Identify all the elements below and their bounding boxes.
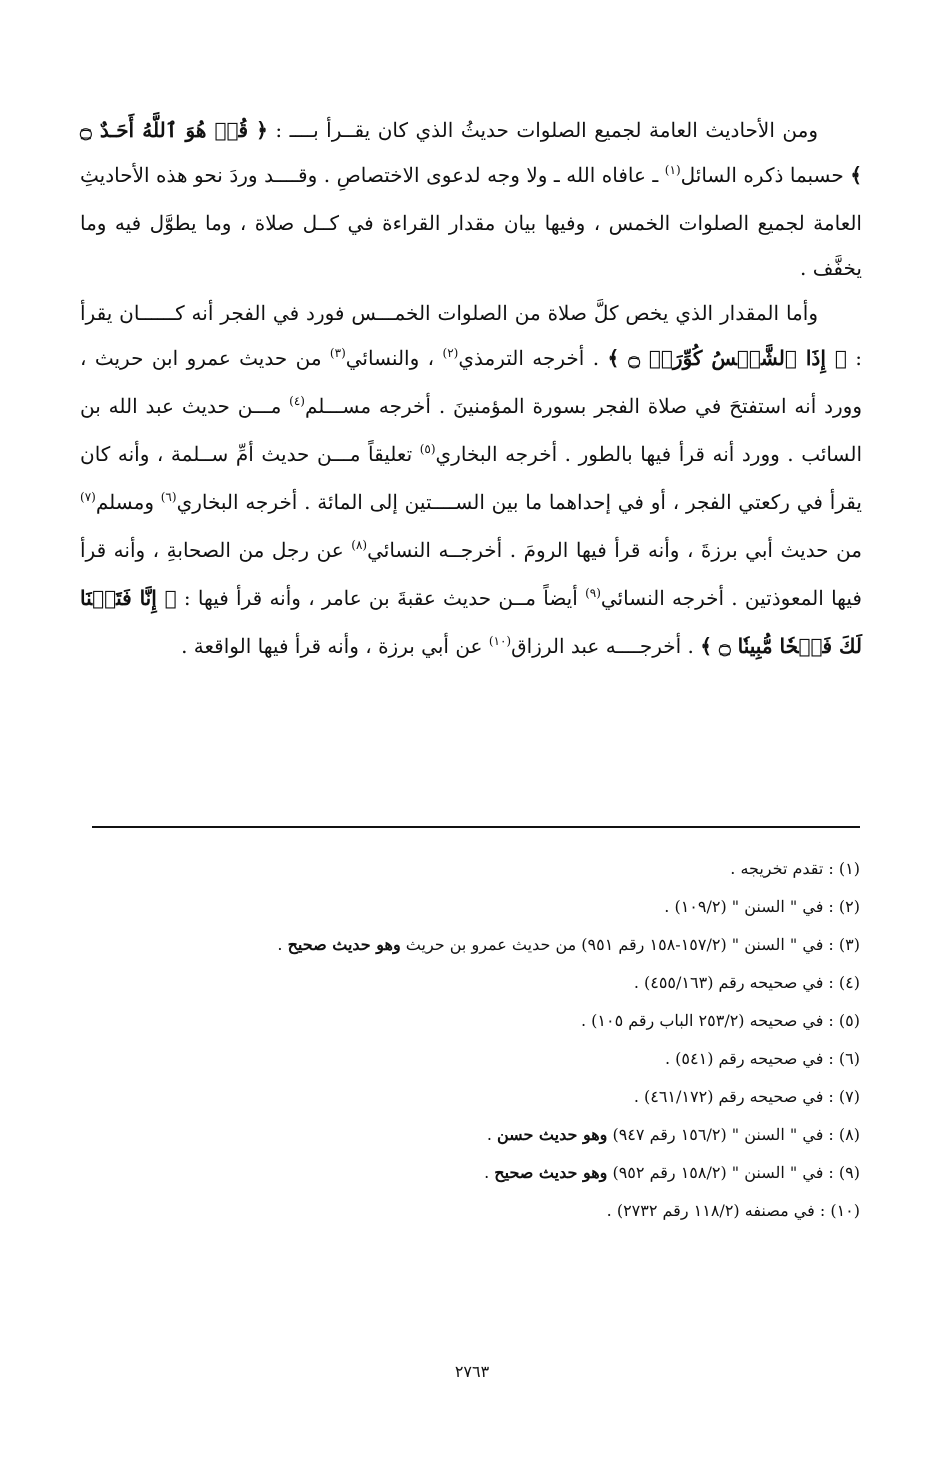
footnote-ref-7[interactable]: (٧) [80, 490, 96, 504]
footnotes-list [92, 850, 860, 1230]
text-segment: . أخرجه الترمذي [458, 346, 608, 370]
footnote-7 [92, 1078, 860, 1116]
footnote-ref-4[interactable]: (٤) [289, 394, 305, 408]
footnote-10 [92, 1192, 860, 1230]
footnote-text: (٢) : في " السنن " (١٠٩/٢) . [664, 897, 860, 916]
text-segment: ومسلم [95, 490, 161, 514]
footnote-grade: وهو حديث صحيح [494, 1163, 608, 1182]
footnote-6 [92, 1040, 860, 1078]
text-segment: من حديث أبي برزةَ ، وأنه قرأ فيها الرومَ . أخرجــه النسائي [367, 538, 862, 562]
footnote-ref-6[interactable]: (٦) [160, 490, 177, 504]
footnote-end: . [486, 1125, 497, 1144]
quran-verse-ikhlas: ﴿ قُلۡ هُوَ ٱللَّهُ أَحَـدٌ ۝ ﴾ [80, 118, 862, 187]
footnote-text: (٤) : في صحيحه رقم (٤٥٥/١٦٣) . [633, 973, 860, 992]
footnote-ref-8[interactable]: (٨) [351, 538, 368, 552]
footnote-text: (٨) : في " السنن " (١٥٦/٢ رقم ٩٤٧) [607, 1125, 860, 1144]
text-segment: وأما المقدار الذي يخص كلَّ صلاة من الصلوات الخمـــس فورد في الفجر أنه كــــــان يقرأ : [80, 301, 863, 370]
footnote-ref-3[interactable]: (٣) [329, 346, 346, 360]
page-number: ٢٧٦٣ [454, 1362, 490, 1381]
footnote-ref-10[interactable]: (١٠) [488, 634, 512, 648]
text-segment: أيضاً مــن حديث عقبةَ بن عامر ، وأنه قرأ فيها : [176, 586, 586, 610]
footnote-grade: وهو حديث حسن [497, 1125, 608, 1144]
text-segment: عن أبي برزة ، وأنه قرأ فيها الواقعة . [181, 634, 489, 658]
quran-verse-takwir: ﴿ إِذَا ٱلشَّمۡسُ كُوِّرَتۡ ۝ ﴾ [607, 346, 847, 370]
footnote-end: . [484, 1163, 495, 1182]
footnote-divider [92, 826, 860, 828]
text-segment: ومن الأحاديث العامة لجميع الصلوات حديثُ الذي كان يقــرأ بــــ : [267, 118, 818, 142]
footnote-text: (٥) : في صحيحه (٢٥٣/٢ الباب رقم ١٠٥) . [580, 1011, 860, 1030]
footnote-grade: وهو حديث صحيح [287, 935, 401, 954]
footnote-text: (١٠) : في مصنفه (١١٨/٢ رقم ٢٧٣٢) . [606, 1201, 860, 1220]
footnote-text: (٦) : في صحيحه رقم (٥٤١) . [664, 1049, 860, 1068]
footnote-4 [92, 964, 860, 1002]
text-segment: ـ عافاه الله ـ ولا وجه لدعوى الاختصاصِ . وقــــد وردَ نحو هذه الأحاديثِ العامة لجميع الصلوات الخمس ، وفيها بيان مقدار القراءة في كــل صلاة ، وما يطوَّل فيه وما يخفَّف . [80, 163, 862, 280]
footnote-2 [92, 888, 860, 926]
footnote-ref-9[interactable]: (٩) [585, 586, 601, 600]
footnote-ref-2[interactable]: (٢) [442, 346, 459, 360]
quran-verse-fath: ﴿ إِنَّا فَتَحۡنَا لَكَ فَتۡحٗا مُّبِينٗا ۝ ﴾ [80, 586, 862, 658]
footnote-text: (٣) : في " السنن " (١٥٧/٢-١٥٨ رقم ٩٥١) من حديث عمرو بن حريث [400, 935, 860, 954]
footnote-text: (٧) : في صحيحه رقم (٤٦١/١٧٢) . [633, 1087, 860, 1106]
paragraph-general-hadiths [80, 108, 862, 291]
footnote-ref-5[interactable]: (٥) [419, 442, 436, 456]
footnote-ref-1[interactable]: (١) [664, 163, 681, 177]
footnote-3 [92, 926, 860, 964]
footnote-8 [92, 1116, 860, 1154]
text-segment: من حديث عمرو ابن حريث ، وورد أنه استفتحَ في صلاة الفجر بسورة المؤمنينَ . أخرجه مســـلم [80, 346, 862, 418]
text-segment: عن رجل من الصحابةِ ، وأنه قرأ فيها المعوذتين . أخرجه النسائي [80, 538, 862, 610]
text-segment: حسبما ذكره السائل [680, 163, 851, 187]
text-segment: تعليقاً مـــن حديث أمِّ ســلمة ، وأنه كان يقرأ في ركعتي الفجر ، أو في إحداهما ما بين الســــتين إلى المائة . أخرجه البخاري [80, 442, 862, 514]
footnote-end: . [277, 935, 288, 954]
text-segment: مـــن حديث عبد الله بن السائب . وورد أنه قرأ فيها بالطور . أخرجه البخاري [80, 394, 863, 466]
footnote-text: (١) : تقدم تخريجه . [730, 859, 860, 878]
footnote-9 [92, 1154, 860, 1192]
text-segment: ، والنسائي [345, 346, 443, 370]
paragraph-fajr-recitation [80, 291, 862, 672]
footnote-1 [92, 850, 860, 888]
text-segment: . أخرجــــه عبد الرزاق [511, 634, 701, 658]
footnote-5 [92, 1002, 860, 1040]
main-text [80, 108, 862, 672]
footnote-text: (٩) : في " السنن " (١٥٨/٢ رقم ٩٥٢) [607, 1163, 860, 1182]
